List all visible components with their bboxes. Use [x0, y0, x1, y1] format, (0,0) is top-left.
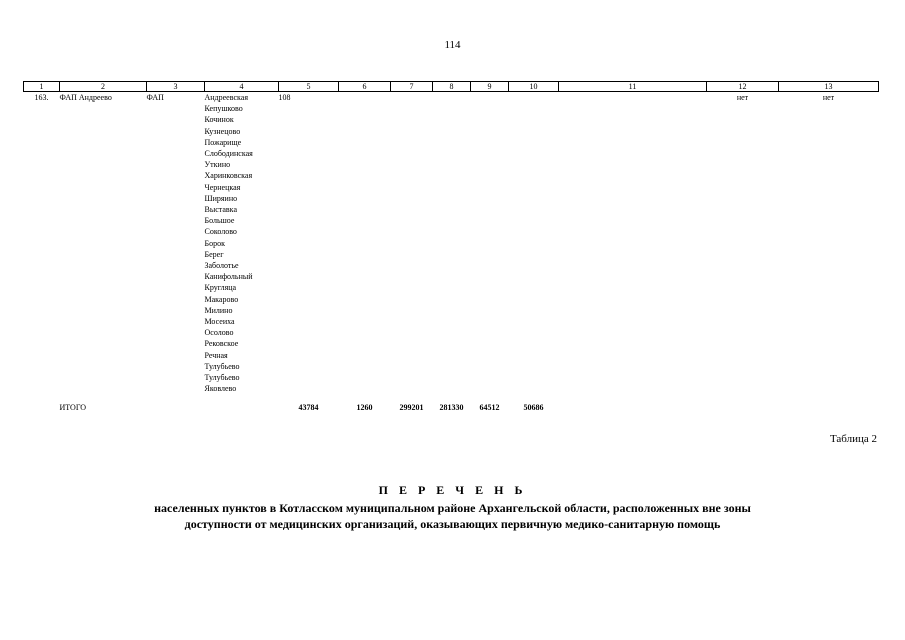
total-col5-cell: [279, 394, 339, 413]
place-name: Харинковская: [204, 171, 253, 181]
column-header: 9: [471, 82, 509, 92]
empty-cell: [433, 92, 471, 395]
empty-cell: [509, 92, 559, 395]
column-header: 11: [559, 82, 707, 92]
document-title: П Е Р Е Ч Е Н Ь: [378, 483, 527, 497]
total-col8: 281330: [439, 403, 464, 413]
place-name: Канифольный: [204, 272, 253, 282]
facility-type: ФАП: [146, 93, 164, 102]
empty-cell: [559, 92, 707, 395]
place-name: Яковлево: [204, 384, 237, 394]
total-col10-cell: [509, 394, 559, 413]
col12-cell: нет: [736, 93, 749, 102]
place-name: Заболотье: [204, 261, 239, 271]
population-cell: 108: [278, 93, 291, 102]
document-subtitle: [40, 500, 865, 532]
place-name: Тулубьево: [204, 361, 240, 371]
total-col10: 50686: [523, 403, 544, 413]
facilities-table: [23, 81, 879, 414]
place-name: Ширяино: [204, 193, 238, 203]
place-name: Соколово: [204, 227, 237, 237]
column-header: 13: [779, 82, 879, 92]
place-name: Осолово: [204, 328, 234, 338]
column-header: 4: [205, 82, 279, 92]
col13-cell: нет: [822, 93, 835, 102]
header-row: [24, 82, 879, 92]
place-name: Тулубьево: [204, 373, 240, 383]
page-number: 114: [444, 39, 461, 51]
totals-label-cell: [60, 394, 147, 413]
total-col6-cell: [339, 394, 391, 413]
total-col9-cell: [471, 394, 509, 413]
place-name: Андреевская: [204, 93, 249, 102]
place-name: Милино: [204, 305, 233, 315]
total-col5: 43784: [298, 403, 319, 413]
total-col7-cell: [391, 394, 433, 413]
place-name: Кочинок: [204, 115, 234, 125]
place-name: Чернецкая: [204, 182, 241, 192]
table-row: [24, 92, 879, 395]
place-name: Рековское: [204, 339, 239, 349]
column-header: 1: [24, 82, 60, 92]
place-name: Большое: [204, 216, 235, 226]
place-name: Кругляца: [204, 283, 237, 293]
column-header: 5: [279, 82, 339, 92]
place-name: Выставка: [204, 205, 237, 215]
column-header: 2: [60, 82, 147, 92]
column-header: 8: [433, 82, 471, 92]
total-col8-cell: [433, 394, 471, 413]
table-label: Таблица 2: [829, 433, 877, 445]
empty-cell: [471, 92, 509, 395]
column-header: 10: [509, 82, 559, 92]
total-col9: 64512: [479, 403, 500, 413]
subtitle-line: доступности от медицинских организаций, оказывающих первичную медико-санитарную помощь: [184, 517, 721, 531]
empty-cell: [24, 394, 60, 413]
empty-cell: [559, 394, 707, 413]
places-list: [205, 92, 279, 395]
place-name: Пожарище: [204, 137, 242, 147]
place-name: Кузнецово: [204, 126, 241, 136]
place-name: Речная: [204, 350, 228, 360]
facility-name: ФАП Андреево: [59, 93, 112, 102]
empty-cell: [391, 92, 433, 395]
place-name: Берег: [204, 249, 224, 259]
column-header: 7: [391, 82, 433, 92]
place-name: Кепушково: [204, 104, 243, 114]
row-number: 163.: [34, 93, 49, 102]
column-header: 12: [707, 82, 779, 92]
place-name: Мосеиха: [204, 317, 235, 327]
totals-label: ИТОГО: [59, 403, 87, 413]
place-name: Уткино: [204, 160, 231, 170]
place-name: Макарово: [204, 294, 239, 304]
empty-cell: [205, 394, 279, 413]
place-name: Борок: [204, 238, 225, 248]
total-col7: 299201: [399, 403, 424, 413]
empty-cell: [339, 92, 391, 395]
empty-cell: [147, 394, 205, 413]
column-header: 3: [147, 82, 205, 92]
totals-row: [24, 394, 879, 413]
column-header: 6: [339, 82, 391, 92]
empty-cell: [707, 394, 779, 413]
empty-cell: [779, 394, 879, 413]
subtitle-line: населенных пунктов в Котласском муниципальном районе Архангельской области, расположенных вне зоны: [154, 501, 751, 515]
total-col6: 1260: [356, 403, 373, 413]
place-name: Слободинская: [204, 149, 253, 159]
